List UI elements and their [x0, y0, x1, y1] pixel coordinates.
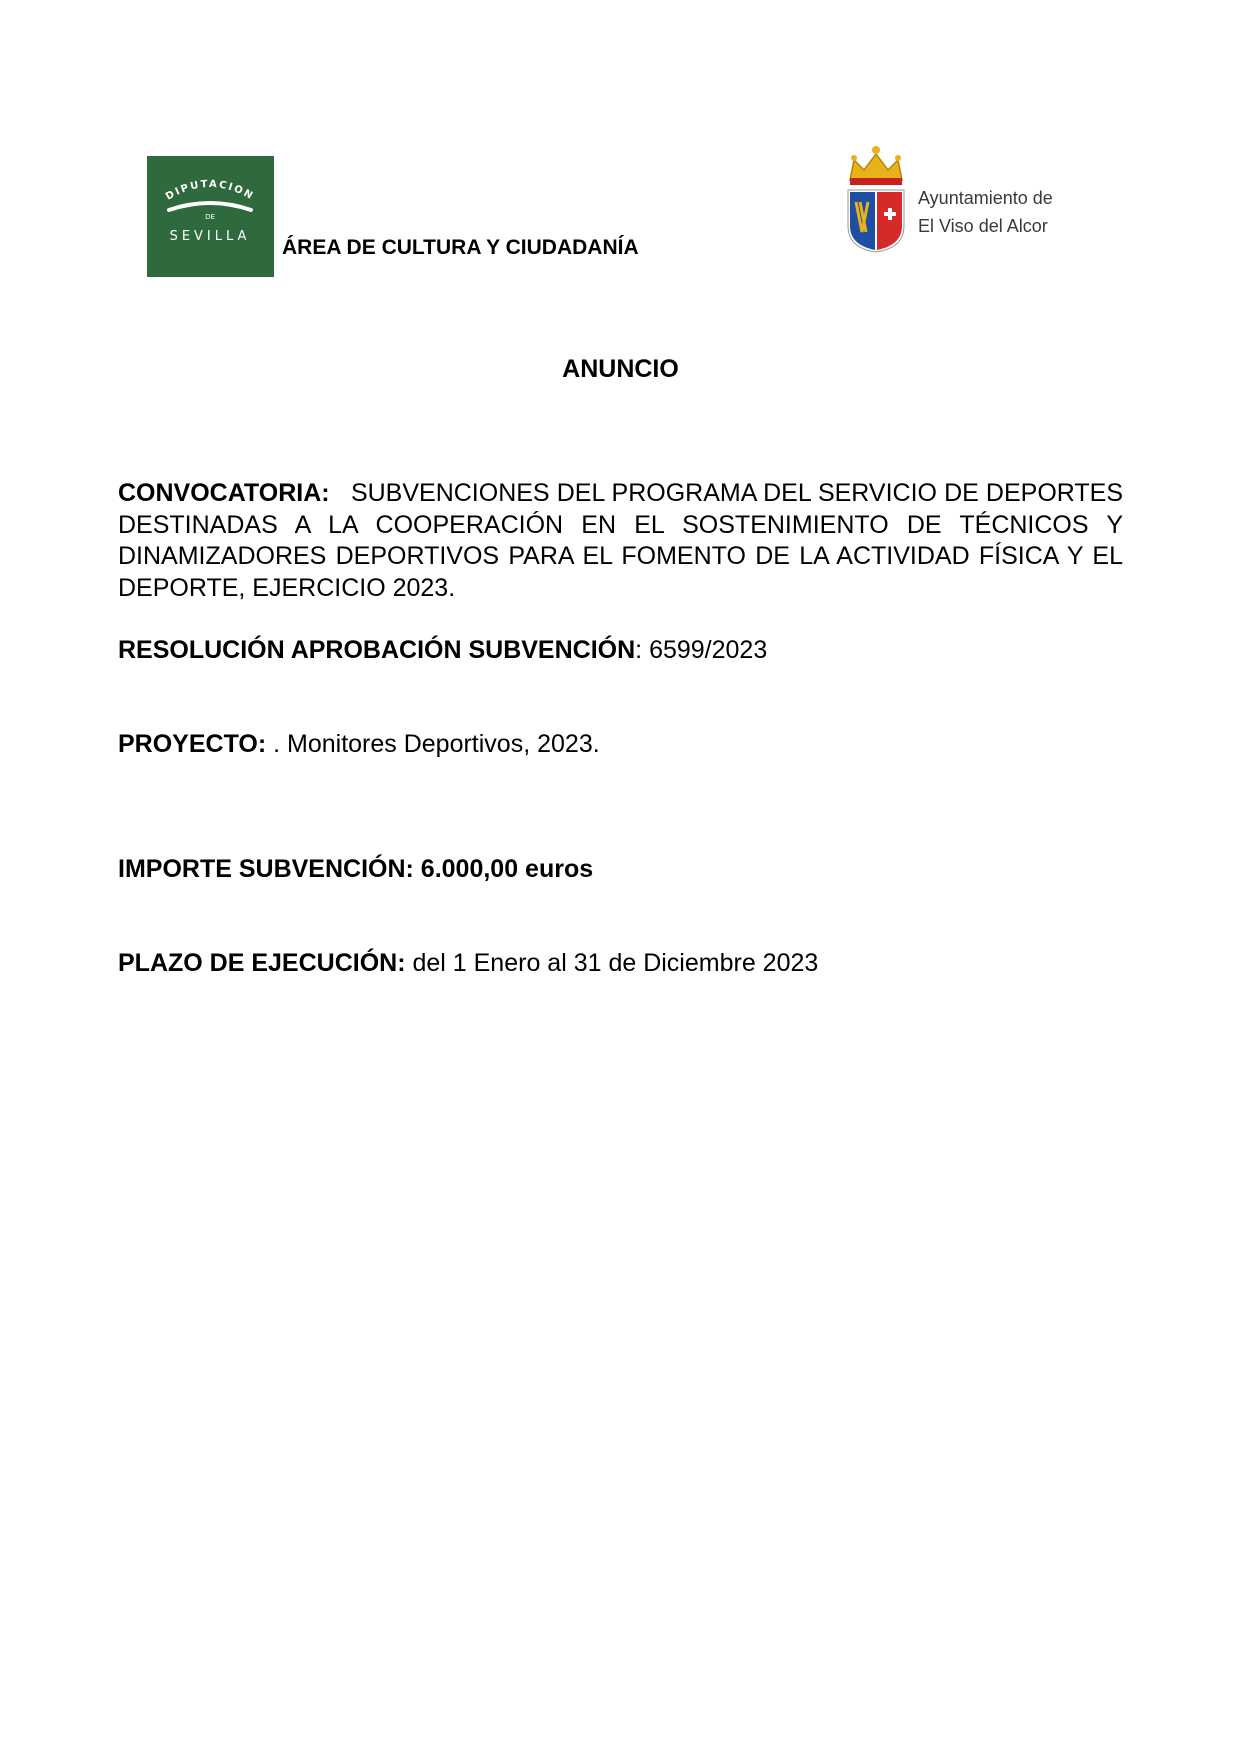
viso-logo-line2: El Viso del Alcor — [918, 216, 1048, 236]
convocatoria-text: SUBVENCIONES DEL PROGRAMA DEL SERVICIO DE DEPORTES DESTINADAS A LA COOPERACIÓN EN EL SOSTENIMIENTO DE TÉCNICOS Y DINAMIZADORES DEPORTIVOS PARA EL FOMENTO DE LA ACTIVIDAD FÍSICA Y EL DEPORTE, EJERCICIO 2023. — [118, 479, 1123, 602]
diputacion-sevilla-logo — [147, 156, 274, 277]
importe-section — [118, 854, 1123, 886]
resolucion-value: : 6599/2023 — [635, 636, 768, 664]
convocatoria-label: CONVOCATORIA: — [118, 479, 330, 507]
ayuntamiento-viso-logo — [844, 140, 1064, 260]
proyecto-label: PROYECTO: — [118, 730, 267, 758]
importe-label: IMPORTE SUBVENCIÓN: 6.000,00 euros — [118, 855, 594, 883]
resolucion-label: RESOLUCIÓN APROBACIÓN SUBVENCIÓN — [118, 636, 636, 664]
document-title: ANUNCIO — [562, 355, 679, 383]
dipu-logo-line2: DE — [205, 213, 215, 221]
dipu-logo-line1: DIPUTACION — [164, 178, 256, 203]
convocatoria-section — [118, 478, 1123, 604]
area-title: ÁREA DE CULTURA Y CIUDADANÍA — [282, 236, 639, 259]
plazo-section — [118, 948, 1123, 980]
viso-logo-line1: Ayuntamiento de — [918, 188, 1053, 208]
dipu-logo-line3: SEVILLA — [169, 229, 251, 244]
plazo-value: del 1 Enero al 31 de Diciembre 2023 — [405, 949, 819, 977]
proyecto-section — [118, 729, 1123, 761]
plazo-label: PLAZO DE EJECUCIÓN: — [118, 949, 406, 977]
coat-of-arms-icon — [844, 140, 908, 258]
proyecto-value: . Monitores Deportivos, 2023. — [266, 730, 600, 758]
resolucion-section — [118, 635, 1123, 667]
